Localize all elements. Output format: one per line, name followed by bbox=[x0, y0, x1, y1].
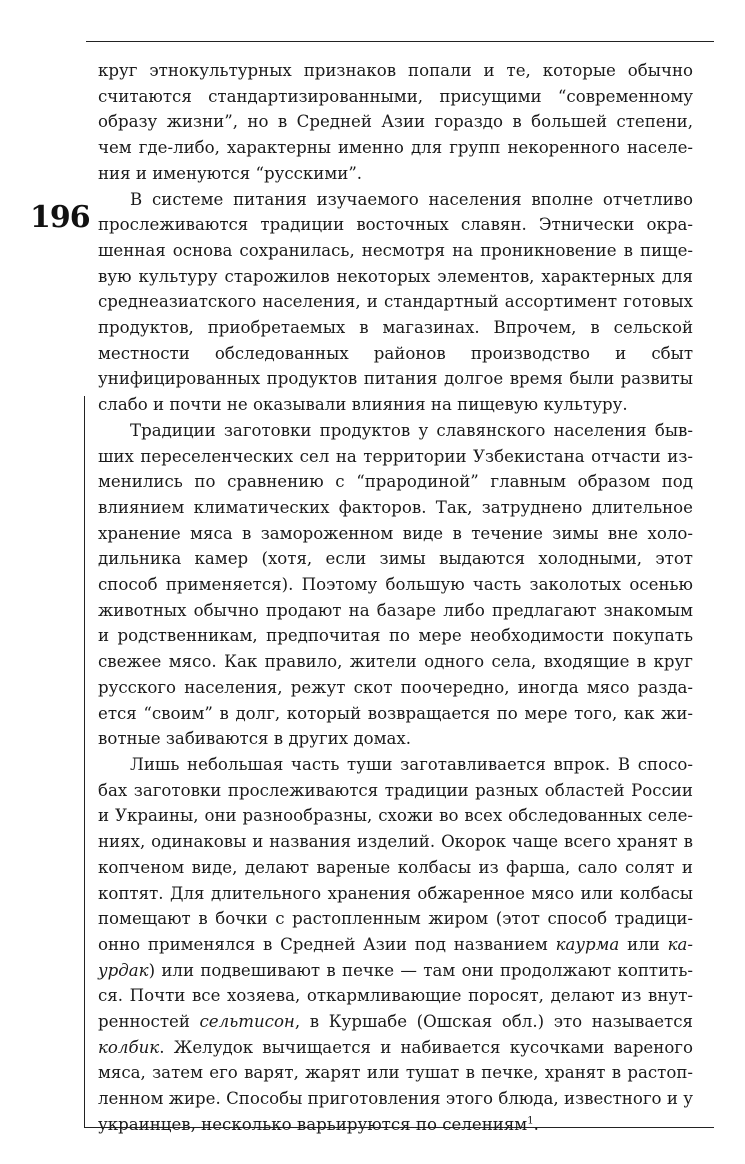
term-seltison: сельтисон bbox=[199, 1012, 295, 1032]
footnote-ref[interactable]: 1 bbox=[527, 1115, 534, 1127]
paragraph-4-part-4: , в Куршабе (Ошская обл.) это называется bbox=[294, 1012, 693, 1032]
paragraph-2: В системе питания изучаемого населения вполне отчетливо прослеживаются традиции восточных славян. Этнически окрашенная основа сохранилась, несмотря на проникновение в пищевую культуру старожилов некоторых элементов, характерных для среднеазиатского населения, и стандартный ассортимент готовых продуктов, приобретаемых в магазинах. Впрочем, в сельской местности обследованных районов производство и сбыт унифицированных продуктов питания долгое время были развиты слабо и почти не оказывали влияния на пищевую культуру. bbox=[98, 189, 693, 415]
left-margin-rule bbox=[84, 396, 85, 1127]
top-rule bbox=[86, 41, 714, 42]
paragraph-1: круг этнокультурных признаков попали и те, которые обычно считаются стандартизированными, присущими “современному образу жизни”, но в Средней Азии гораздо в большей степени, чем где-либо, характерны именно для групп некоренного населения и именуются “русскими”. bbox=[98, 61, 693, 183]
paragraph-4-part-1: Лишь небольшая часть туши заготавливается впрок. В способах заготовки прослеживаются традиции разных областей России и Украины, они разнообразны, схожи во всех обследованных селениях, одинаковы и названия изделий. Окорок чаще всего хранят в копченом виде, делают вареные колбасы из фарша, сало солят и коптят. Для длительного хранения обжаренное мясо или колбасы помещают в бочки с растопленным жиром (этот способ традиционно применялся в Средней Азии под названием bbox=[98, 754, 693, 954]
paragraph-4-part-6: . bbox=[533, 1114, 539, 1134]
term-kaurdak: каурдак bbox=[98, 934, 693, 980]
page-number: 196 bbox=[30, 200, 90, 235]
text-column bbox=[98, 58, 693, 1138]
term-kaurma: каурма bbox=[555, 934, 620, 954]
term-kolbik: колбик bbox=[98, 1037, 160, 1057]
paragraph-4-part-2: или bbox=[619, 934, 668, 954]
paragraph-4-part-5: . Желудок вычищается и набивается кусочками вареного мяса, затем его варят, жарят или тушат в печке, хранят в растопленном жире. Способы приготовления этого блюда, известного и у украинцев, несколько варьируются по селениям bbox=[98, 1037, 693, 1134]
paragraph-4 bbox=[98, 752, 693, 1138]
paragraph-3: Традиции заготовки продуктов у славянского населения бывших переселенческих сел на территории Узбекистана отчасти изменились по сравнению с “прародиной” главным образом под влиянием климатических факторов. Так, затруднено длительное хранение мяса в замороженном виде в течение зимы вне холодильника камер (хотя, если зимы выдаются холодными, этот способ применяется). Поэтому большую часть заколотых осенью животных обычно продают на базаре либо предлагают знакомым и родственникам, предпочитая по мере необходимости покупать свежее мясо. Как правило, жители одного села, входящие в круг русского населения, режут скот поочередно, иногда мясо раздается “своим” в долг, который возвращается по мере того, как животные забиваются в других домах. bbox=[98, 420, 693, 749]
paragraph-4-part-3: ) или подвешивают в печке — там они продолжают коптиться. Почти все хозяева, откармливающие поросят, делают из внутренностей bbox=[98, 960, 693, 1032]
